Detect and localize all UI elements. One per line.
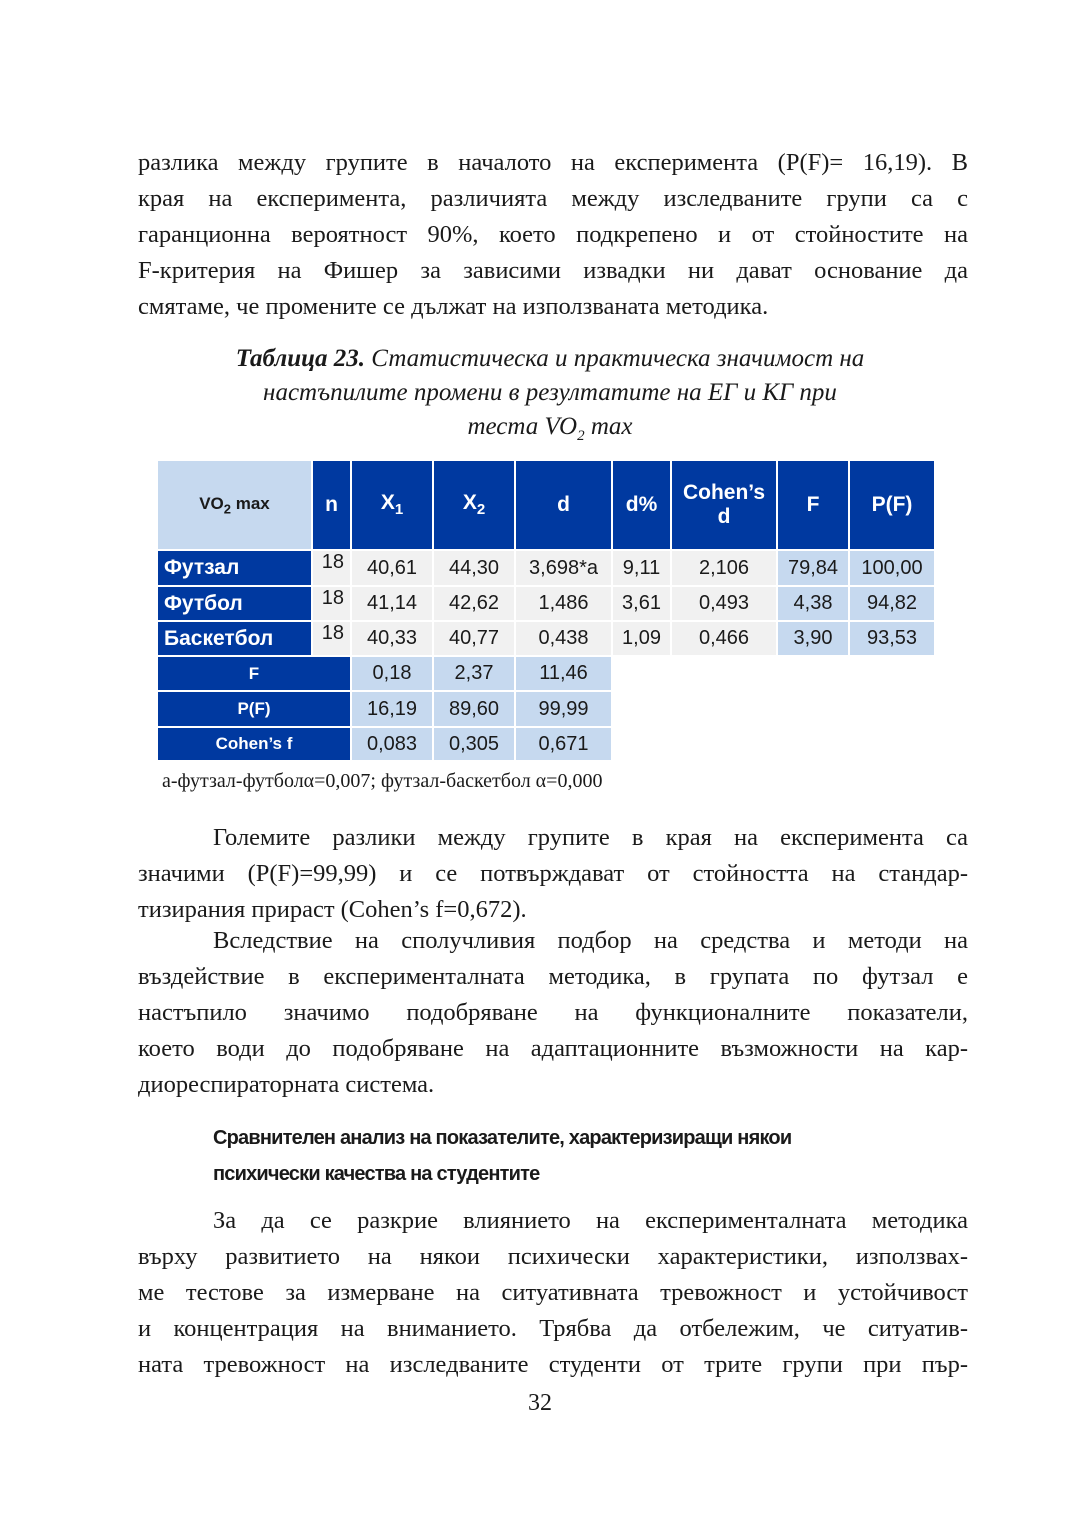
- cell-x2: 42,62: [434, 587, 514, 620]
- summary-label: F: [158, 657, 350, 690]
- text-line: гаранционна вероятност 90%, което подкрепено и от стойностите на: [138, 221, 968, 248]
- cell-d: 1,486: [516, 587, 611, 620]
- text-line: края на експеримента, различията между изследваните групи са с: [138, 185, 968, 212]
- subscript: 2: [577, 428, 585, 444]
- cell-pf: 94,82: [850, 587, 934, 620]
- header-x2: $X_2$: [434, 461, 514, 549]
- cell-pf: 100,00: [850, 551, 934, 585]
- header-cohens-d: Cohen’s d: [672, 461, 776, 549]
- cell-d-percent: 1,09: [613, 622, 670, 655]
- summary-label: P(F): [158, 692, 350, 726]
- header-pf: P(F): [850, 461, 934, 549]
- cell-x1: 0,083: [352, 728, 432, 760]
- summary-row: [158, 657, 934, 690]
- summary-row: [158, 728, 934, 760]
- text-line: Вследствие на сполучливия подбор на средства и методи на: [213, 927, 968, 954]
- table-caption-text: настъпилите промени в резултатите на ЕГ и КГ при: [263, 379, 837, 406]
- table-header-row: [158, 461, 934, 549]
- intro-paragraph: [138, 145, 968, 325]
- empty-cell: [613, 728, 934, 760]
- cell-f: 3,90: [778, 622, 848, 655]
- text-line: и концентрация на вниманието. Трябва да отбележим, че ситуатив-: [138, 1315, 968, 1342]
- cell-cohens-d: 0,493: [672, 587, 776, 620]
- table-row: [158, 587, 934, 620]
- text-line: диореспираторната система.: [138, 1071, 435, 1098]
- paragraph-psychological: [138, 1203, 968, 1383]
- header-d: d: [516, 461, 611, 549]
- text-line: което води до подобряване на адаптационните възможности на кар-: [138, 1035, 968, 1062]
- header-f: F: [778, 461, 848, 549]
- cell-cohens-d: 2,106: [672, 551, 776, 585]
- section-heading-line: психически качества на студентите: [213, 1163, 540, 1185]
- cell-x2: 0,305: [434, 728, 514, 760]
- text-line: настъпило значимо подобряване на функционалните показатели,: [138, 999, 968, 1026]
- table-caption-text: Статистическа и практическа значимост на: [365, 345, 865, 372]
- cell-d: 0,438: [516, 622, 611, 655]
- cell-x1: 41,14: [352, 587, 432, 620]
- cell-f: 4,38: [778, 587, 848, 620]
- summary-label: Cohen’s f: [158, 728, 350, 760]
- cell-x2: 2,37: [434, 657, 514, 690]
- cell-x2: 44,30: [434, 551, 514, 585]
- text-line: ната тревожност на изследваните студенти от трите групи при пър-: [138, 1351, 968, 1378]
- summary-row: [158, 692, 934, 726]
- text-line: въздействие в експерименталната методика, в групата по футзал е: [138, 963, 968, 990]
- cell-x1: 40,33: [352, 622, 432, 655]
- text-line: смятаме, че промените се дължат на използваната методика.: [138, 293, 769, 320]
- paragraph-conclusion: [138, 923, 968, 1103]
- table-caption: [150, 342, 950, 453]
- table-row: [158, 622, 934, 655]
- text-line: За да се разкрие влиянието на експерименталната методика: [213, 1207, 968, 1234]
- empty-cell: [613, 657, 934, 690]
- cell-d: 0,671: [516, 728, 611, 760]
- cell-n: 18: [313, 622, 350, 655]
- cell-x2: 40,77: [434, 622, 514, 655]
- header-vo2max: $VO_2$ max: [158, 461, 311, 549]
- text-line: върху развитието на някои психически характеристики, използвах-: [138, 1243, 968, 1270]
- cell-n: 18: [313, 587, 350, 620]
- row-label: Баскетбол: [158, 622, 311, 655]
- cell-x2: 89,60: [434, 692, 514, 726]
- text-line: тизирания прираст (Cohen’s f=0,672).: [138, 896, 527, 923]
- empty-cell: [613, 692, 934, 726]
- cell-d: 99,99: [516, 692, 611, 726]
- paragraph-results: [138, 820, 968, 928]
- cell-x1: 40,61: [352, 551, 432, 585]
- text-line: разлика между групите в началото на експеримента (P(F)= 16,19). В: [138, 149, 968, 176]
- cell-d: 3,698*a: [516, 551, 611, 585]
- table-footnote: а-футзал-футболα=0,007; футзал-баскетбол α=0,000: [162, 770, 603, 792]
- cell-x1: 16,19: [352, 692, 432, 726]
- table-caption-label: Таблица 23.: [235, 345, 366, 372]
- section-heading: [213, 1120, 953, 1192]
- section-heading-line: Сравнителен анализ на показателите, характеризиращи някои: [213, 1127, 792, 1149]
- cell-d-percent: 3,61: [613, 587, 670, 620]
- cell-x1: 0,18: [352, 657, 432, 690]
- page-number: 32: [528, 1390, 552, 1416]
- cell-cohens-d: 0,466: [672, 622, 776, 655]
- cell-n: 18: [313, 551, 350, 585]
- cell-f: 79,84: [778, 551, 848, 585]
- header-d-percent: d%: [613, 461, 670, 549]
- header-n: n: [313, 461, 350, 549]
- table-caption-text: max: [584, 413, 633, 440]
- cell-d: 11,46: [516, 657, 611, 690]
- vo2max-stats-table: [156, 459, 936, 762]
- header-x1: $X_1$: [352, 461, 432, 549]
- text-line: ме тестове за измерване на ситуативната тревожност и устойчивост: [138, 1279, 968, 1306]
- row-label: Футбол: [158, 587, 311, 620]
- text-line: F-критерия на Фишер за зависими извадки ни дават основание да: [138, 257, 968, 284]
- table-caption-text: теста VO: [467, 413, 578, 440]
- cell-d-percent: 9,11: [613, 551, 670, 585]
- table-row: [158, 551, 934, 585]
- cell-pf: 93,53: [850, 622, 934, 655]
- row-label: Футзал: [158, 551, 311, 585]
- text-line: Големите разлики между групите в края на експеримента са: [213, 824, 968, 851]
- text-line: значими (P(F)=99,99) и се потвърждават от стойността на стандар-: [138, 860, 968, 887]
